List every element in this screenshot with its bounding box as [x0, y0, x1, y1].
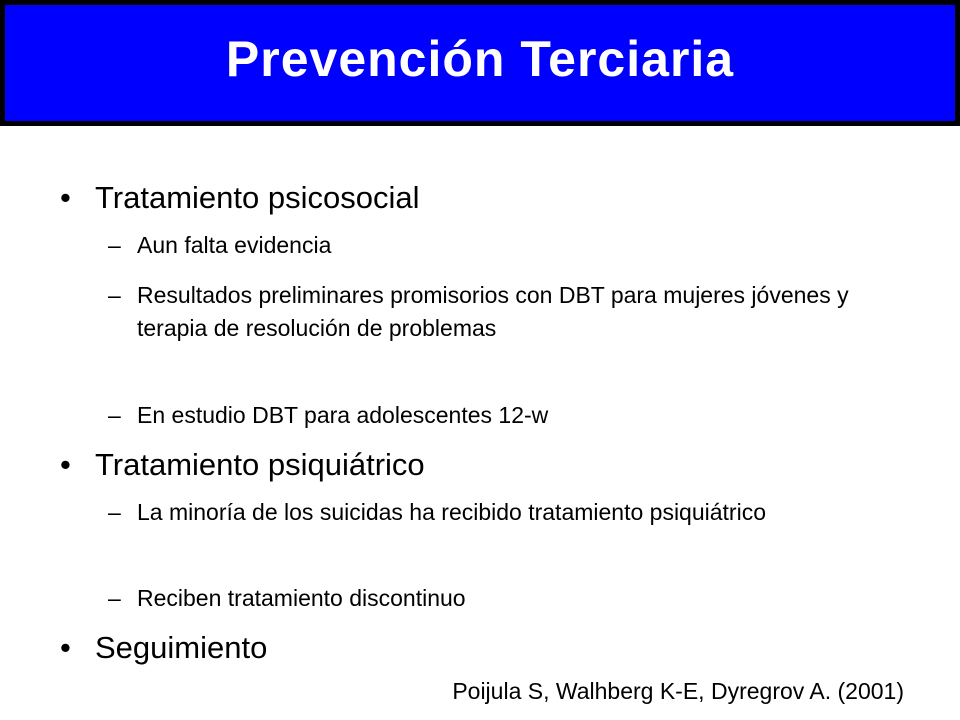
bullet-item	[60, 630, 900, 666]
sub-item	[108, 582, 908, 615]
sub-item	[108, 279, 908, 345]
dash-symbol: –	[108, 282, 121, 308]
bullet-text: Tratamiento psicosocial	[95, 180, 420, 215]
sub-item-text: La minoría de los suicidas ha recibido tratamiento psiquiátrico	[137, 499, 766, 525]
bullet-symbol: •	[60, 630, 71, 665]
bullet-text: Tratamiento psiquiátrico	[95, 447, 425, 482]
sub-item-text: Aun falta evidencia	[137, 232, 332, 258]
bullet-item	[60, 180, 900, 216]
sub-item	[108, 496, 908, 529]
bullet-symbol: •	[60, 447, 71, 482]
dash-symbol: –	[108, 402, 121, 428]
dash-symbol: –	[108, 232, 121, 258]
dash-symbol: –	[108, 585, 121, 611]
sub-item	[108, 229, 908, 262]
bullet-symbol: •	[60, 180, 71, 215]
sub-item-text: En estudio DBT para adolescentes 12-w	[137, 402, 549, 428]
bullet-text: Seguimiento	[95, 630, 268, 665]
slide-title: Prevención Terciaria	[225, 31, 735, 87]
bullet-item	[60, 447, 900, 483]
sub-item	[108, 399, 908, 432]
sub-item-text: Resultados preliminares promisorios con DBT para mujeres jóvenes y terapia de resolución de problemas	[137, 282, 849, 341]
sub-item-text: Reciben tratamiento discontinuo	[137, 585, 466, 611]
dash-symbol: –	[108, 499, 121, 525]
citation: Poijula S, Walhberg K-E, Dyregrov A. (2001)	[452, 678, 904, 704]
